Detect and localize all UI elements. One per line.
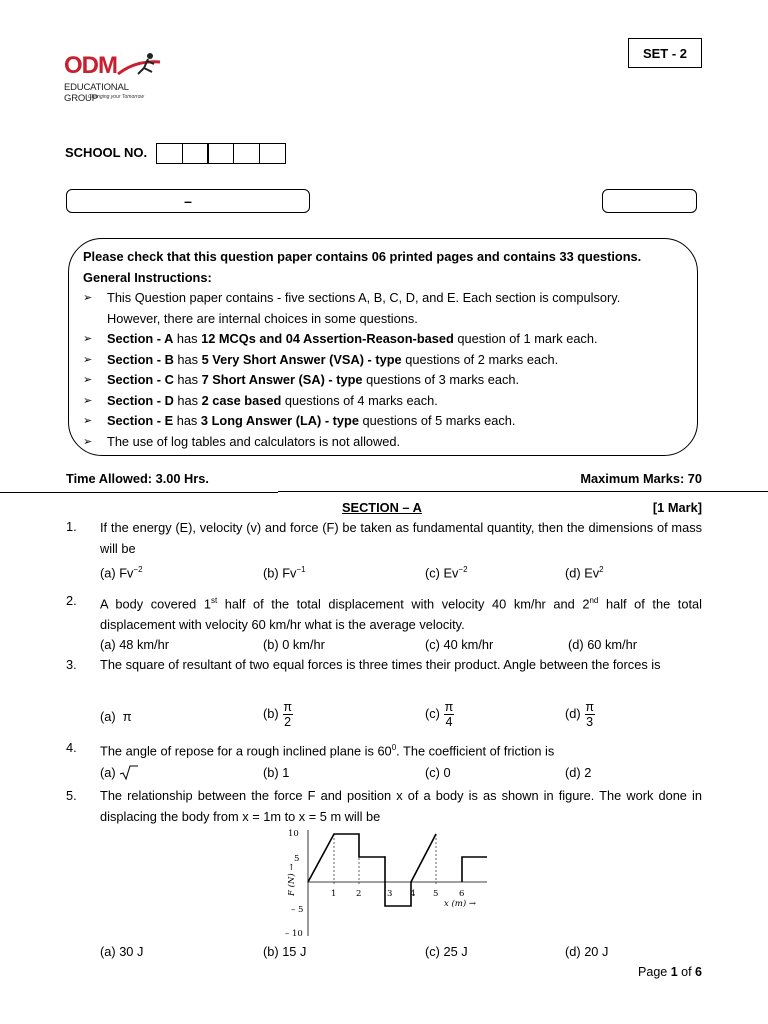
instruction-item: ➢ Section - B has 5 Very Short Answer (VSA) - type questions of 2 marks each.	[83, 350, 683, 371]
page-check-line: Please check that this question paper contains 06 printed pages and contains 33 questions.	[83, 249, 642, 264]
force-position-graph	[282, 826, 492, 940]
option: (d) $\frac{\pi}{3}$	[565, 700, 594, 729]
digit-box	[182, 143, 209, 164]
code-box	[602, 189, 697, 213]
y-tick-label: 10	[288, 829, 299, 839]
instructions-box	[68, 238, 698, 456]
sqrt-icon	[119, 765, 139, 781]
instruction-item: ➢ Section - E has 3 Long Answer (LA) - type questions of 5 marks each.	[83, 411, 683, 432]
question-number: 2.	[66, 593, 77, 608]
arrow-icon: ➢	[83, 415, 93, 427]
question-text: The relationship between the force F and position x of a body is as shown in figure. The work done in displacing the body from x = 1m to x = 5 m will be	[100, 788, 702, 824]
y-tick-label: – 10	[285, 929, 303, 939]
question-text: A body covered 1st half of the total displacement with velocity 40 km/hr and 2nd half of the total displacement with velocity 60 km/hr what is the average velocity.	[100, 596, 702, 633]
set-label: SET - 2	[628, 38, 702, 68]
question-number: 4.	[66, 740, 77, 755]
option: (d) 20 J	[565, 944, 609, 959]
question-text: If the energy (E), velocity (v) and force (F) be taken as fundamental quantity, then the dimensions of mass will be	[100, 520, 702, 556]
option: (a) 30 J	[100, 944, 144, 959]
y-tick-label: 5	[294, 854, 300, 864]
option: (b) 1	[263, 765, 290, 780]
divider	[278, 491, 768, 492]
option: (b) $\frac{\pi}{2}$	[263, 700, 292, 729]
logo-text: ODM	[64, 52, 117, 79]
question-text: The square of resultant of two equal forces is three times their product. Angle between the forces is	[100, 657, 661, 672]
option: (d) 60 km/hr	[568, 637, 637, 652]
odm-logo	[64, 52, 164, 102]
digit-box	[259, 143, 286, 164]
force-curve-segment	[462, 857, 487, 882]
roll-box	[66, 189, 310, 213]
y-axis-label: F (N) →	[287, 863, 297, 896]
arrow-icon: ➢	[83, 394, 93, 407]
section-marks: [1 Mark]	[652, 500, 702, 515]
roll-dash: –	[184, 193, 192, 209]
x-tick-label: 2	[356, 889, 362, 899]
general-instructions-heading: General Instructions:	[83, 269, 212, 285]
page-number: Page 1 of 6	[638, 965, 702, 979]
time-allowed: Time Allowed: 3.00 Hrs.	[66, 471, 209, 486]
force-curve	[308, 834, 439, 906]
runner-icon	[114, 52, 164, 82]
option: (d) 2	[565, 765, 592, 780]
instruction-item: ➢ This Question paper contains - five sections A, B, C, D, and E. Each section is compulsory.	[83, 288, 683, 309]
digit-box	[207, 143, 234, 164]
question-number: 5.	[66, 788, 77, 803]
x-tick-label: 1	[331, 889, 337, 899]
option: (c) $Ev^{-2}$	[425, 565, 468, 581]
question-text: The angle of repose for a rough inclined plane is $60^0$. The coefficient of friction is	[100, 743, 555, 759]
instruction-item: ➢ Section - C has 7 Short Answer (SA) - type questions of 3 marks each.	[83, 370, 683, 391]
arrow-icon: ➢	[83, 333, 93, 345]
x-axis-label: x (m) →	[444, 899, 477, 909]
option: (a) π	[100, 709, 132, 724]
school-no-label: SCHOOL NO.	[65, 145, 148, 160]
arrow-icon: ➢	[83, 374, 93, 386]
instruction-item: ➢ Section - D has 2 case based questions of 4 marks each.	[83, 391, 683, 412]
option: (b) 15 J	[263, 944, 307, 959]
section-title: SECTION – A	[342, 500, 422, 515]
option: (b) $Fv^{-1}$	[263, 565, 306, 581]
x-tick-label: 5	[433, 889, 439, 899]
option: (d) Ev$^2$	[565, 565, 604, 581]
option: (c) 0	[425, 765, 451, 780]
option: (c) 25 J	[425, 944, 468, 959]
question-number: 3.	[66, 657, 77, 672]
arrow-icon: ➢	[83, 435, 93, 448]
arrow-icon: ➢	[83, 292, 93, 304]
digit-box	[233, 143, 260, 164]
x-tick-label: 4	[410, 889, 416, 899]
option: (a)	[100, 765, 139, 781]
option: (a) 48 km/hr	[100, 637, 169, 652]
school-no-boxes	[157, 143, 286, 164]
logo-tagline: Changing your Tomorrow	[88, 94, 144, 100]
divider	[0, 492, 278, 493]
instruction-item: ➢ The use of log tables and calculators is not allowed.	[83, 432, 683, 453]
max-marks: Maximum Marks: 70	[580, 471, 702, 486]
x-tick-label: 3	[387, 889, 393, 899]
instruction-item-cont: However, there are internal choices in some questions.	[107, 310, 418, 326]
option: (b) 0 km/hr	[263, 637, 325, 652]
logo-group-text: EDUCATIONAL GROUP	[64, 82, 129, 104]
option: (c) $\frac{\pi}{4}$	[425, 700, 454, 729]
y-tick-label: – 5	[291, 905, 304, 915]
instruction-item: ➢ Section - A has 12 MCQs and 04 Assertion-Reason-based question of 1 mark each.	[83, 329, 683, 350]
option: (a) $Fv^{-2}$	[100, 565, 143, 581]
arrow-icon: ➢	[83, 353, 93, 366]
question-number: 1.	[66, 519, 77, 534]
x-tick-label: 6	[459, 889, 465, 899]
option: (c) 40 km/hr	[425, 637, 494, 652]
digit-box	[156, 143, 183, 164]
